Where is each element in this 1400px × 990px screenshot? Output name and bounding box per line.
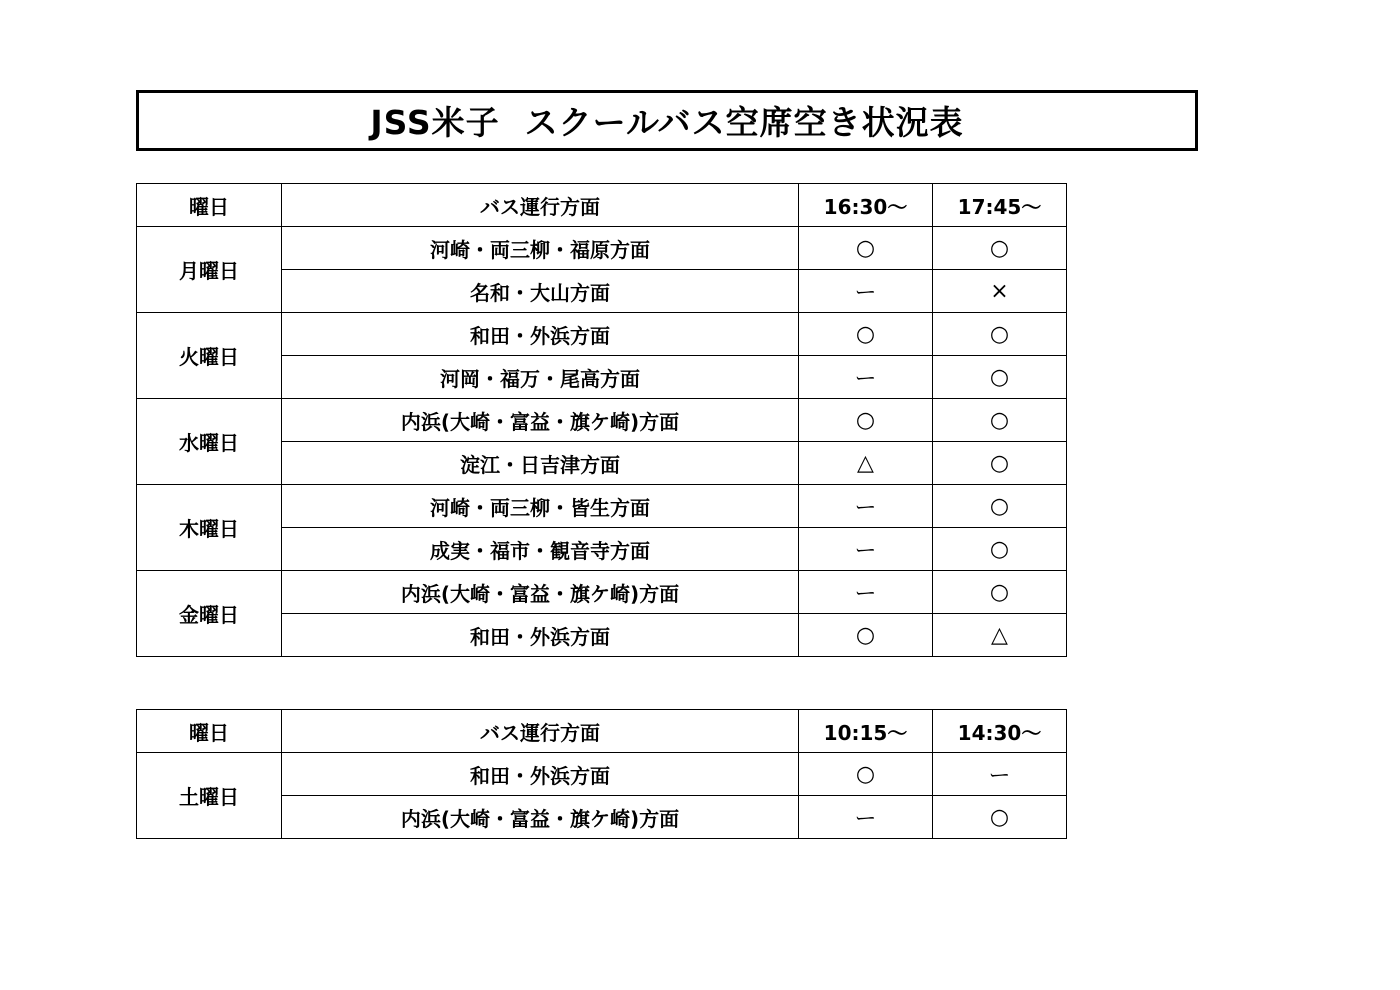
route-cell: 河崎・両三柳・皆生方面 bbox=[282, 485, 799, 528]
day-cell: 月曜日 bbox=[137, 227, 282, 313]
header-row bbox=[137, 710, 1067, 753]
route-cell: 名和・大山方面 bbox=[282, 270, 799, 313]
availability-cell-1: ○ bbox=[799, 614, 933, 657]
availability-cell-1: △ bbox=[799, 442, 933, 485]
availability-cell-1: ー bbox=[799, 796, 933, 839]
header-row bbox=[137, 184, 1067, 227]
route-cell: 成実・福市・観音寺方面 bbox=[282, 528, 799, 571]
table-row bbox=[137, 313, 1067, 356]
availability-cell-2: ー bbox=[933, 753, 1067, 796]
day-cell: 木曜日 bbox=[137, 485, 282, 571]
day-cell: 水曜日 bbox=[137, 399, 282, 485]
availability-cell-1: ー bbox=[799, 528, 933, 571]
route-cell: 内浜(大崎・富益・旗ケ崎)方面 bbox=[282, 571, 799, 614]
availability-cell-2: × bbox=[933, 270, 1067, 313]
header-day: 曜日 bbox=[137, 184, 282, 227]
header-route: バス運行方面 bbox=[282, 184, 799, 227]
header-time-1: 10:15～ bbox=[799, 710, 933, 753]
availability-cell-2: ○ bbox=[933, 796, 1067, 839]
day-cell: 金曜日 bbox=[137, 571, 282, 657]
table-row bbox=[137, 399, 1067, 442]
route-cell: 内浜(大崎・富益・旗ケ崎)方面 bbox=[282, 796, 799, 839]
availability-cell-1: ○ bbox=[799, 313, 933, 356]
table-row bbox=[137, 485, 1067, 528]
route-cell: 和田・外浜方面 bbox=[282, 753, 799, 796]
availability-cell-2: ○ bbox=[933, 399, 1067, 442]
table-row bbox=[137, 571, 1067, 614]
availability-cell-2: △ bbox=[933, 614, 1067, 657]
availability-cell-1: ○ bbox=[799, 227, 933, 270]
availability-cell-2: ○ bbox=[933, 227, 1067, 270]
availability-cell-2: ○ bbox=[933, 528, 1067, 571]
title-box bbox=[136, 90, 1198, 151]
availability-cell-1: ー bbox=[799, 571, 933, 614]
route-cell: 和田・外浜方面 bbox=[282, 614, 799, 657]
day-cell: 土曜日 bbox=[137, 753, 282, 839]
availability-cell-1: ー bbox=[799, 356, 933, 399]
availability-cell-2: ○ bbox=[933, 356, 1067, 399]
availability-cell-1: ー bbox=[799, 485, 933, 528]
header-day: 曜日 bbox=[137, 710, 282, 753]
route-cell: 河崎・両三柳・福原方面 bbox=[282, 227, 799, 270]
header-time-2: 14:30～ bbox=[933, 710, 1067, 753]
table-row bbox=[137, 753, 1067, 796]
availability-cell-1: ○ bbox=[799, 753, 933, 796]
route-cell: 和田・外浜方面 bbox=[282, 313, 799, 356]
header-time-2: 17:45～ bbox=[933, 184, 1067, 227]
availability-cell-2: ○ bbox=[933, 313, 1067, 356]
availability-cell-1: ○ bbox=[799, 399, 933, 442]
route-cell: 内浜(大崎・富益・旗ケ崎)方面 bbox=[282, 399, 799, 442]
header-route: バス運行方面 bbox=[282, 710, 799, 753]
header-time-1: 16:30～ bbox=[799, 184, 933, 227]
availability-cell-1: ー bbox=[799, 270, 933, 313]
route-cell: 河岡・福万・尾高方面 bbox=[282, 356, 799, 399]
weekday-schedule-table bbox=[136, 183, 1067, 657]
table-row bbox=[137, 227, 1067, 270]
day-cell: 火曜日 bbox=[137, 313, 282, 399]
saturday-schedule-table bbox=[136, 709, 1067, 839]
availability-cell-2: ○ bbox=[933, 571, 1067, 614]
availability-cell-2: ○ bbox=[933, 442, 1067, 485]
availability-cell-2: ○ bbox=[933, 485, 1067, 528]
route-cell: 淀江・日吉津方面 bbox=[282, 442, 799, 485]
page-title: JSS米子 スクールバス空席空き状況表 bbox=[370, 103, 964, 142]
